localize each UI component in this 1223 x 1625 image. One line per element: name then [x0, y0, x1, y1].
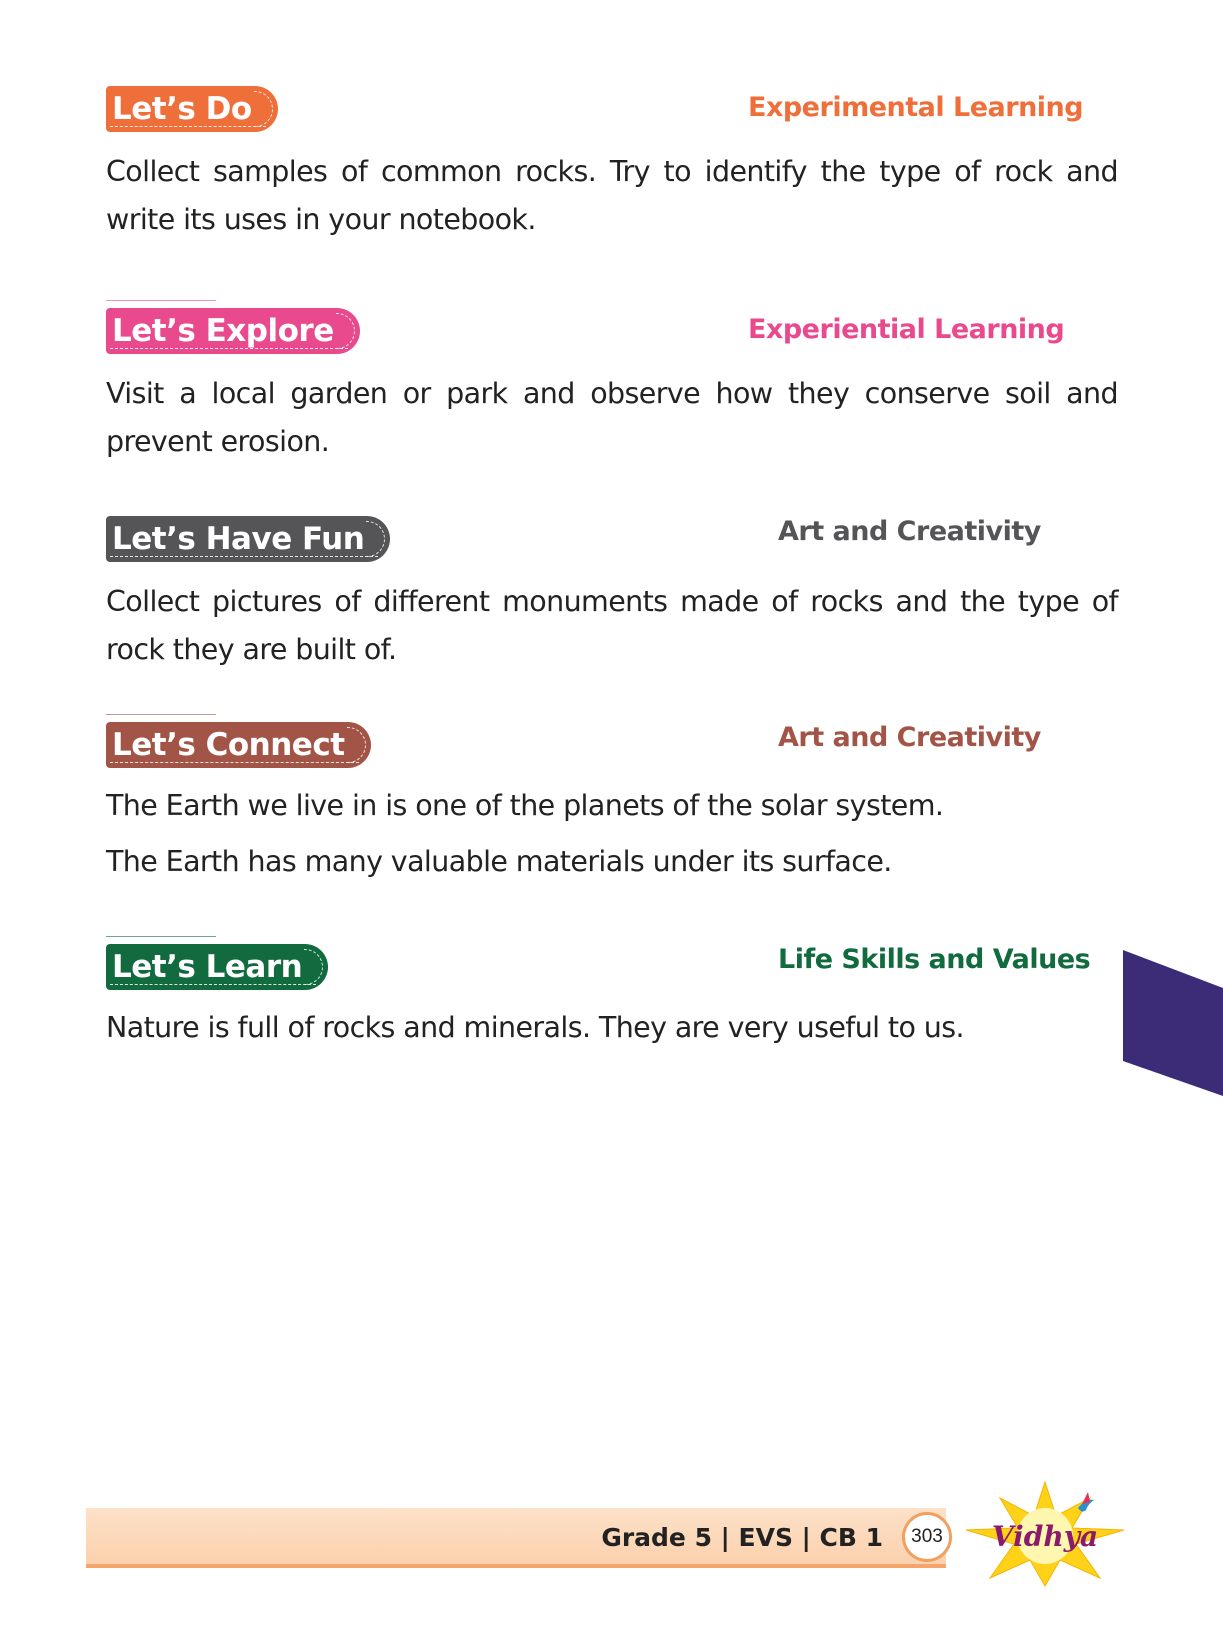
logo-wordmark: Vidhya	[991, 1520, 1099, 1553]
section-pill	[106, 308, 360, 354]
section-pill-label: Let’s Explore	[112, 313, 334, 349]
section-paragraph: Collect samples of common rocks. Try to identify the type of rock and write its uses in your notebook.	[106, 155, 1118, 236]
section-pill-label: Let’s Have Fun	[112, 521, 365, 557]
chapter-side-tab	[1123, 950, 1223, 1096]
section-pill	[106, 722, 371, 768]
section-pill	[106, 516, 390, 562]
section-pill	[106, 944, 328, 990]
section-category: Art and Creativity	[778, 722, 1041, 753]
vidhya-logo	[960, 1478, 1130, 1588]
section-paragraph: The Earth has many valuable materials under its surface.	[106, 845, 892, 878]
section-category: Experimental Learning	[748, 92, 1084, 123]
section-paragraph: Collect pictures of different monuments made of rocks and the type of rock they are built of.	[106, 585, 1118, 666]
section-category: Life Skills and Values	[778, 944, 1091, 975]
bird-icon	[1078, 1492, 1094, 1512]
section-pill	[106, 86, 278, 132]
section-paragraph: Nature is full of rocks and minerals. They are very useful to us.	[106, 1011, 964, 1044]
decorative-line	[106, 936, 216, 939]
section-category: Experiential Learning	[748, 314, 1065, 345]
section-category: Art and Creativity	[778, 516, 1041, 547]
decorative-line	[106, 300, 216, 303]
decorative-line	[106, 714, 216, 717]
footer-book-info: Grade 5 | EVS | CB 1	[601, 1523, 883, 1552]
page-number: 303	[902, 1512, 952, 1562]
section-pill-label: Let’s Connect	[112, 727, 345, 763]
section-pill-label: Let’s Do	[112, 91, 252, 127]
section-paragraph: The Earth we live in is one of the planets of the solar system.	[106, 789, 944, 822]
section-pill-label: Let’s Learn	[112, 949, 303, 985]
section-paragraph: Visit a local garden or park and observe how they conserve soil and prevent erosion.	[106, 377, 1118, 458]
